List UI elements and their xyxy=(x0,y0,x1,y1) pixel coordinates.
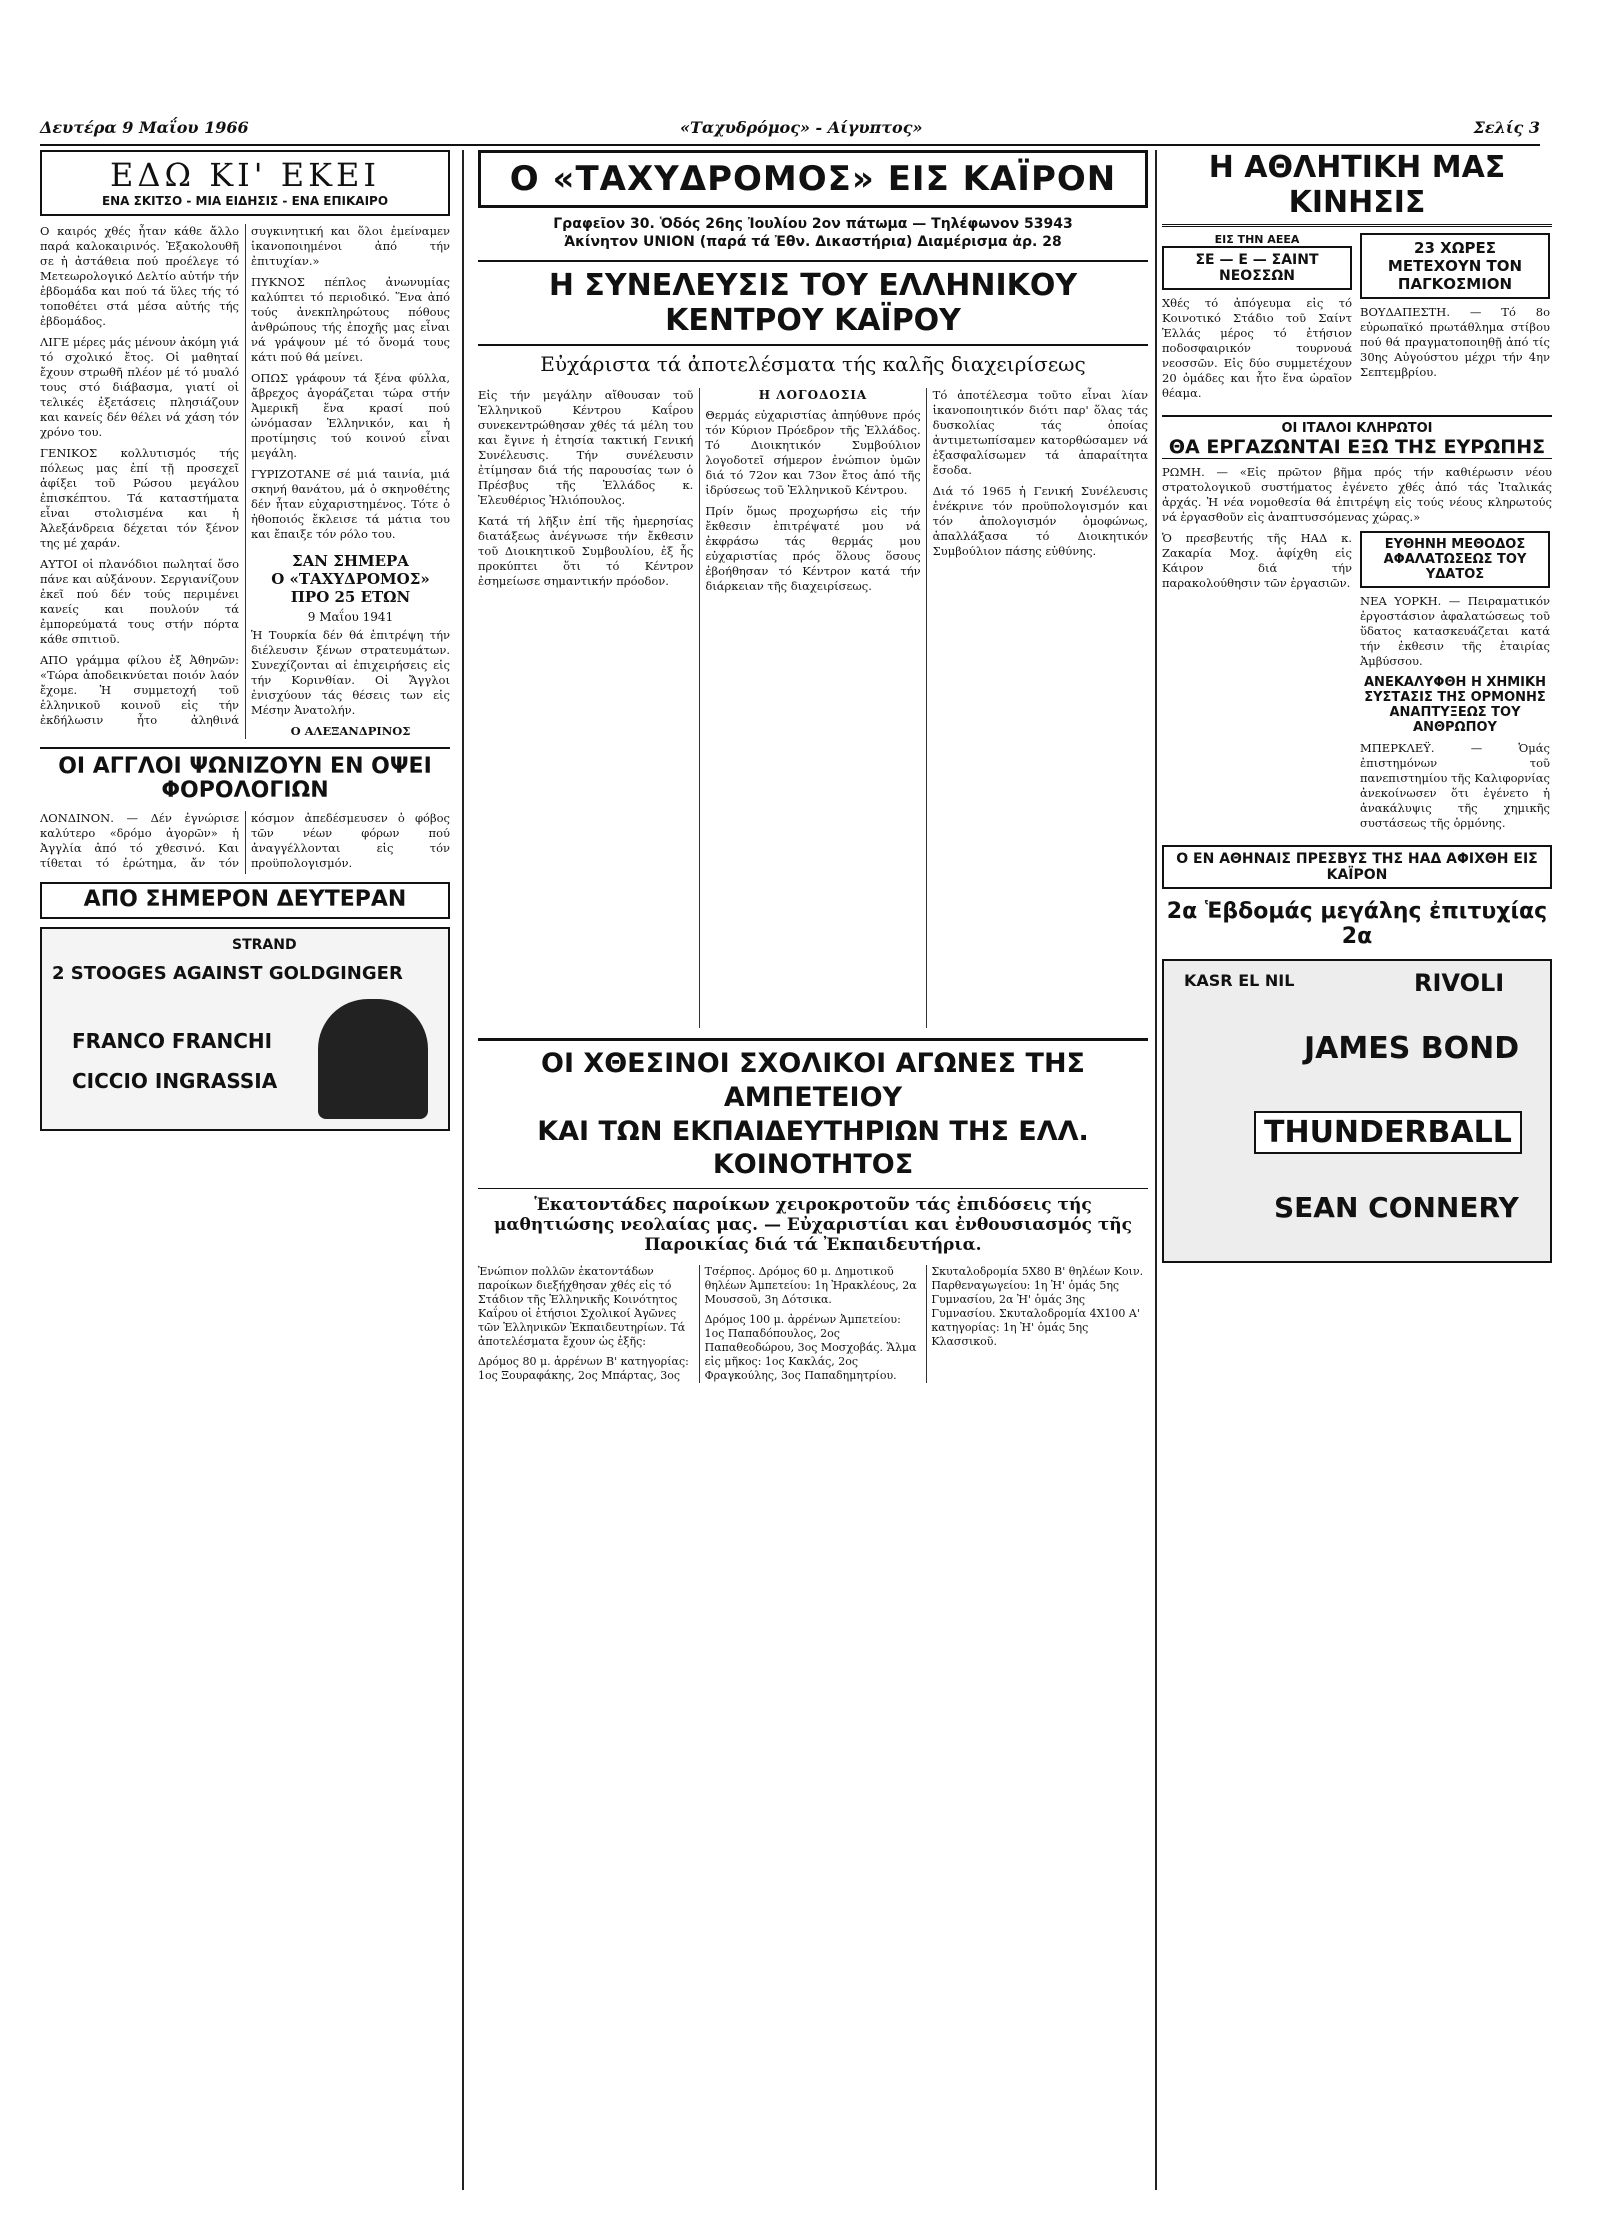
article-text: Ὁ πρεσβευτής τῆς ΗΑΔ κ. Ζακαρία Μοχ. ἀφίχθη εἰς Κάιρον διά τήν παρακολούθησιν τῶν ἐργασιῶν. xyxy=(1162,531,1352,590)
actor-name: FRANCO FRANCHI xyxy=(72,1028,273,1053)
results-intro: Ἐνώπιον πολλῶν ἐκατοντάδων παροίκων διεξήχθησαν χθές εἰς τό Στάδιον τῆς Ἑλληνικῆς Κοινότητος Καΐρου οἱ ἐτήσιοι Σχολικοί Ἀγῶνες τῶν Ἑλληνικῶν Ἐκπαιδευτηρίων. Τά ἀποτελέσματα ἔχουν ὡς ἑξῆς: xyxy=(478,1265,686,1348)
actor-name: CICCIO INGRASSIA xyxy=(72,1068,278,1093)
science-left xyxy=(1162,531,1352,837)
news-item: ΓΕΝΙΚΟΣ κολλυτισμός τής πόλεως μας ἐπί τῇ προσεχεῖ ἀφίξει τοῦ Ρώσου μεγάλου ἐπισκέπτου. Τά καταστήματα εἶναι στολισμένα και ἡ Ἀλεξάνδρεια δέχεται τόν ξένον της μέ χαράν. xyxy=(40,446,239,550)
article-text: Πρίν ὅμως προχωρήσω εἰς τήν ἔκθεσιν ἐπιτρέψατέ μου νά ἐκφράσω τάς θερμάς μου εὐχαριστίας πρός ὅλους ὅσους ἐβοήθησαν τό Κέντρον κατά τήν διάρκειαν τῆς διαχειρίσεως. xyxy=(705,504,921,593)
games-results xyxy=(478,1265,1148,1383)
on-this-day-title: ΣΑΝ ΣΗΜΕΡΑ xyxy=(292,552,409,570)
on-this-day-date: 9 Μαΐου 1941 xyxy=(307,610,394,624)
office-address: Γραφεῖον 30. Ὁδός 26ης Ἰουλίου 2ον πάτωμα — Τηλέφωνον 53943 xyxy=(553,216,1073,232)
section-box-header xyxy=(40,150,450,216)
column-divider xyxy=(462,150,464,2190)
article-text: Θερμάς εὐχαριστίας ἀπηύθυνε πρός τόν Κύριον Πρόεδρον τῆς Ἑλλάδος. Τό Διοικητικόν Συμβούλιον λογοδοτεῖ σήμερον ἐνώπιον ὑμῶν διά τό 72ον και 73ον ἔτος ἀπό τῆς ἱδρύσεως τοῦ Ἑλληνικοῦ Κέντρου. xyxy=(705,408,921,497)
youth-box: ΣΕ — Ε — ΣΑΙΝΤ ΝΕΟΣΣΩΝ xyxy=(1162,246,1352,290)
news-item: Ο καιρός χθές ἦταν κάθε ἄλλο παρά καλοκαιρινός. Ἐξακολουθῆ σε ἡ ἀστάθεια πού προέλεγε τό Μετεωρολογικό Δελτίο αὐτήν τήν ἑβδομάδα και πού τά ὕλες τής τό τοποθέτει στά μέσα αὐτής τής ἑβδομάδος. xyxy=(40,224,239,328)
page-header xyxy=(40,116,1540,146)
header-page-number: Σελίς 3 xyxy=(1473,118,1540,137)
sports-right xyxy=(1360,233,1550,407)
article-text: Εἰς τήν μεγάλην αἴθουσαν τοῦ Ἑλληνικοῦ Κέντρου Καΐρου συνεκεντρώθησαν χθές τά μέλη του και ἔγινε ἡ ἐτησία τακτική Γενική Συνέλευσις. Τήν συνέλευσιν ἐτίμησαν διά τής παρουσίας των ὁ Πρέσβυς τῆς Ἑλλάδος κ. Ἐλευθέριος Ἠλιόπουλος. xyxy=(478,388,694,507)
author-signature: Ο ΑΛΕΞΑΝΔΡΙΝΟΣ xyxy=(290,724,411,738)
header-date: Δευτέρα 9 Μαΐου 1966 xyxy=(40,118,249,137)
on-this-day-text: Ἡ Τουρκία δέν θά ἐπιτρέψη τήν διέλευσιν ξένων στρατευμάτων. Συνεχίζονται αἱ ἐπιχειρήσεις εἰς τήν Κορινθίαν. Οἱ Ἄγγλοι ἐνισχύουν τάς θέσεις των εἰς Μέσην Ἀνατολήν. xyxy=(251,628,450,717)
science-right xyxy=(1360,531,1550,837)
news-item: ΟΠΩΣ γράφουν τά ξένα φύλλα, ἄβρεχος ἀγοράζεται τώρα στήν Ἀμερικῆ ἕνα κρασί πού ὠνόμασαν Ἑλληνικόν, και ἡ προτίμησις τού κοινού εἶναι μεγάλη. xyxy=(251,371,450,460)
article-body xyxy=(40,811,450,874)
section-title: ΕΔΩ ΚΙ' ΕΚΕΙ xyxy=(110,156,380,194)
cinema-name: STRAND xyxy=(232,936,297,953)
article-text: Κατά τή λῆξιν ἐπί τῆς ἡμερησίας διατάξεως ἀνέγνωσε τήν ἔκθεσιν τοῦ Διοικητικοῦ Συμβουλίου, ἐξ ἧς προκύπτει ὅτι τό Κέντρον ἐσημείωσε σημαντικήν πρόοδον. xyxy=(478,514,694,588)
article-text: Διά τό 1965 ἡ Γενική Συνέλευσις ἐνέκρινε τόν προϋπολογισμόν και τόν ἀπολογισμόν ὁμοφώνως, ἀπαλλάξασα τό Διοικητικόν Συμβούλιον πάσης εὐθύνης. xyxy=(932,484,1148,558)
headline-line-1: ΟΙ ΧΘΕΣΙΝΟΙ ΣΧΟΛΙΚΟΙ ΑΓΩΝΕΣ ΤΗΣ ΑΜΠΕΤΕΙΟΥ xyxy=(541,1048,1085,1113)
header-paper-name: «Ταχυδρόμος» - Αίγυπτος» xyxy=(680,118,923,137)
ad-headline: ΑΠΟ ΣΗΜΕΡΟΝ ΔΕΥΤΕΡΑΝ xyxy=(40,882,450,918)
article-headline-2: ΘΑ ΕΡΓΑΖΩΝΤΑΙ ΕΞΩ ΤΗΣ ΕΥΡΩΠΗΣ xyxy=(1162,436,1552,459)
water-headline: ΕΥΘΗΝΗ ΜΕΘΟΔΟΣ ΑΦΑΛΑΤΩΣΕΩΣ ΤΟΥ ΥΔΑΤΟΣ xyxy=(1360,531,1550,588)
movie-title: 2 STOOGES AGAINST GOLDGINGER xyxy=(52,962,403,984)
news-item: ΛΙΓΕ μέρες μάς μένουν ἀκόμη γιά τό σχολικό ἔτος. Οἱ μαθηταί ἔχουν στρωθῆ πλέον μέ τό μυαλό τους στό διάβασμα, γιατί οἱ τελικές ἐξετάσεις πλησιάζουν και κανείς δέν θέλει νά χάση τόν χρόνο του. xyxy=(40,335,239,439)
week-banner: 2α Ἑβδομάς μεγάλης ἐπιτυχίας 2α xyxy=(1166,899,1548,949)
school-games-subheadline: Ἑκατοντάδες παροίκων χειροκροτοῦν τάς ἐπιδόσεις τής μαθητιώσης νεολαίας μας. — Εὐχαριστίαι και ἐνθουσιασμός τῆς Παροικίας διά τά Ἐκπαιδευτήρια. xyxy=(493,1195,1133,1255)
championship-box: 23 ΧΩΡΕΣ ΜΕΤΕΧΟΥΝ ΤΟΝ ΠΑΓΚΟΣΜΙΟΝ xyxy=(1360,233,1550,299)
article-headline: ΟΙ ΑΓΓΛΟΙ ΨΩΝΙΖΟΥΝ ΕΝ ΟΨΕΙ ΦΟΡΟΛΟΓΙΩΝ xyxy=(40,747,450,803)
news-item: ΑΥΤΟΙ οἱ πλανόδιοι πωληταί ὅσο πάνε και αὐξάνουν. Σεργιανίζουν ἐκεῖ πού δέν τούς περιμένει κανείς και πουλούν τά ἐμπορεύματά τους στήν πόρτα κάθε σπιτιοῦ. xyxy=(40,557,239,646)
ad-title: JAMES BOND xyxy=(1304,1031,1520,1066)
movie-title: THUNDERBALL xyxy=(1254,1111,1522,1154)
article-text: ΒΟΥΔΑΠΕΣΤΗ. — Τό 8ο εὐρωπαϊκό πρωτάθλημα στίβου πού θά πραγματοποιηθῇ ἀπό τίς 30ης Αὐγούστου μέχρι τήν 4ην Σεπτεμβρίου. xyxy=(1360,305,1550,379)
on-this-day xyxy=(251,552,450,624)
sports-left xyxy=(1162,233,1352,407)
on-this-day-years: ΠΡΟ 25 ΕΤΩΝ xyxy=(290,588,411,606)
article-text: ΛΟΝΔΙΝΟΝ. — Δέν ἐγνώρισε καλύτερο «δρόμο ἀγορῶν» ἡ Ἀγγλία ἀπό τό χθεσινό. Και τίθεται τό ἐρώτημα, ἄν τόν κόσμον ἀπεδέσμευσεν ὁ φόβος τῶν νέων φόρων πού ἀναγγέλλονται εἰς τόν προϋπολογισμόν. xyxy=(40,811,450,871)
sports-section-title: Η ΑΘΛΗΤΙΚΗ ΜΑΣ ΚΙΝΗΣΙΣ xyxy=(1162,150,1552,227)
actor-name: SEAN CONNERY xyxy=(1274,1191,1519,1224)
article-text: ΡΩΜΗ. — «Εἰς πρῶτον βῆμα πρός τήν καθιέρωσιν νέου στρατολογικοῦ συστήματος ἐγένετο χθές ἀπό τάς Ἰταλικάς ἀρχάς. Ἡ νέα νομοθεσία θά ἐπιτρέψη εἰς τούς νέους κληρωτούς νά ἐργασθοῦν εἰς ἀναπτυσσόμενας χώρας.» xyxy=(1162,465,1552,524)
headline-line-2: ΚΑΙ ΤΩΝ ΕΚΠΑΙΔΕΥΤΗΡΙΩΝ ΤΗΣ ΕΛΛ. ΚΟΙΝΟΤΗΤΟΣ xyxy=(537,1115,1089,1181)
actor-photo xyxy=(318,999,428,1119)
news-item: ΑΠΟ γράμμα φίλου ἐξ Ἀθηνῶν: «Τώρα ἀποδεικνύεται ποιόν λαόν ἔχομε. Ἡ συμμετοχή τοῦ ἑλληνικοῦ κοινοῦ εἰς τήν ἐκδήλωσιν ἦτο ἀληθινά συγκινητική και ὅλοι ἐμείναμεν ἰκανοποιημένοι ἀπό τήν ἐπιτυχίαν.» xyxy=(40,224,450,727)
article-text: ΝΕΑ ΥΟΡΚΗ. — Πειραματικόν ἐργοστάσιον ἀφαλατώσεως τοῦ ὕδατος κατασκευάζεται κατά τήν ἐκθεσιν τῆς ἐταιρίας Ἀμβύσσου. xyxy=(1360,594,1550,668)
center-column xyxy=(478,150,1148,2190)
masthead: Ο «ΤΑΧΥΔΡΟΜΟΣ» ΕΙΣ ΚΑΪΡΟΝ xyxy=(478,150,1148,208)
right-column xyxy=(1162,150,1552,2190)
science-section xyxy=(1162,531,1552,837)
main-article xyxy=(478,388,1148,1028)
section-subtitle: ΕΝΑ ΣΚΙΤΣΟ - ΜΙΑ ΕΙΔΗΣΙΣ - ΕΝΑ ΕΠΙΚΑΙΡΟ xyxy=(101,194,389,208)
results-block: Σκυταλοδρομία 5Χ80 Β' θηλέων Κοιν. Παρθεναγωγείου: 1η Ἠ' ὁμάς 5ης Γυμνασίου, 2α Ἠ' ὁμάς 3ης Γυμνασίου. Σκυταλοδρομία 4Χ100 Α' κατηγορίας: 1η Ἠ' ὁμάς 5ης Κλασσικοῦ. xyxy=(931,1265,1144,1348)
results-block: Δρόμος 100 μ. ἀρρένων Ἀμπετείου: 1ος Παπαδόπουλος, 2ος Παπαθεοδώρου, 3ος Μοσχοβάς. Ἅλμα εἰς μῆκος: 1ος Κακλάς, 2ος Φραγκούλης, 3ος Παπαδημητρίου. xyxy=(704,1313,917,1382)
cinema-name: RIVOLI xyxy=(1414,969,1505,997)
news-item: ΠΥΚΝΟΣ πέπλος ἀνωνυμίας καλύπτει τό περιοδικό. Ἕνα ἀπό τούς ἀνεκπληρώτους πόθους ἀνθρώπους τής ἐποχῆς μας εἶναι νά γράψουν μέ τό ὄνομά τους κάτι πού θά μείνει. xyxy=(251,275,450,364)
main-headline: Η ΣΥΝΕΛΕΥΣΙΣ ΤΟΥ ΕΛΛΗΝΙΚΟΥ ΚΕΝΤΡΟΥ ΚΑΪΡΟΥ xyxy=(478,260,1148,346)
section-label: ΕΙΣ ΤΗΝ ΑΕΕΑ xyxy=(1214,233,1300,246)
main-subheadline: Εὐχάριστα τά ἀποτελέσματα τής καλῆς διαχειρίσεως xyxy=(540,352,1086,376)
column-divider xyxy=(1155,150,1157,2190)
envoy-headline: Ο ΕΝ ΑΘΗΝΑΙΣ ΠΡΕΣΒΥΣ ΤΗΣ ΗΑΔ ΑΦΙΧΘΗ ΕΙΣ ΚΑΪΡΟΝ xyxy=(1162,845,1552,889)
news-item: ΓΥΡΙΖΟΤΑΝΕ σέ μιά ταινία, μιά σκηνή θανάτου, μά ὁ σκηνοθέτης δέν ἦταν εὐχαριστημένος. Τότε ὁ ἡθοποιός ἔκλεισε τά μάτια του και ἔπαιξε τόν ρόλο του. xyxy=(251,467,450,541)
cinema-advertisement xyxy=(1162,959,1552,1263)
article-text: ΜΠΕΡΚΛΕΫ. — Ὁμάς ἐπιστημόνων τοῦ πανεπιστημίου τῆς Καλιφορνίας ἀνεκοίνωσεν ὅτι ἐγένετο ἡ ἀνακάλυψις τῆς χημικῆς συστάσεως τῆς ὁρμόνης. xyxy=(1360,741,1550,830)
article-text: Χθές τό ἀπόγευμα εἰς τό Κοινοτικό Στάδιο τοῦ Σαίντ Ἐλλάς μέρος τό ἐτήσιον ποδοσφαιρικόν τουρνουά νεοσσῶν. Εἰς δύο συμμετέχουν 20 ὁμάδες και ἦτο ἕνα ὡραῖον θέαμα. xyxy=(1162,296,1352,400)
sports-top xyxy=(1162,233,1552,407)
left-column xyxy=(40,150,450,2190)
article-subheading: Η ΛΟΓΟΔΟΣΙΑ xyxy=(758,388,868,402)
office-address-2: Ἀκίνητον UNION (παρά τά Ἐθν. Δικαστήρια) Διαμέρισμα ἀρ. 28 xyxy=(564,234,1062,250)
article-text: Τό ἀποτέλεσμα τοῦτο εἶναι λίαν ἱκανοποιητικόν διότι παρ' ὅλας τάς δυσκολίας τάς ὁποίας ἀντιμετωπίσαμεν κατορθώσαμεν νά ἐξασφαλίσωμεν τά ἀπαραίτητα ἔσοδα. xyxy=(932,388,1148,477)
on-this-day-sub: Ο «ΤΑΧΥΔΡΟΜΟΣ» xyxy=(271,570,430,588)
cinema-name: KASR EL NIL xyxy=(1184,971,1295,990)
short-items xyxy=(40,224,450,739)
cinema-advertisement xyxy=(40,927,450,1131)
results-block: Δρόμος 80 μ. ἀρρένων Β' κατηγορίας: 1ος Ξουραφάκης, 2ος Μπάρτας, 3ος Τσέρπος. Δρόμος 60 μ. Δημοτικοῦ θηλέων Ἀμπετείου: 1η Ἠρακλέους, 2α Μουσσοῦ, 3η Δότσικα. xyxy=(478,1265,917,1382)
article-headline: ΟΙ ΙΤΑΛΟΙ ΚΛΗΡΩΤΟΙ xyxy=(1162,415,1552,436)
chemistry-headline: ΑΝΕΚΑΛΥΦΘΗ Η ΧΗΜΙΚΗ ΣΥΣΤΑΣΙΣ ΤΗΣ ΟΡΜΟΝΗΣ ΑΝΑΠΤΥΞΕΩΣ ΤΟΥ ΑΝΘΡΩΠΟΥ xyxy=(1364,675,1546,735)
school-games-headline xyxy=(478,1038,1148,1189)
